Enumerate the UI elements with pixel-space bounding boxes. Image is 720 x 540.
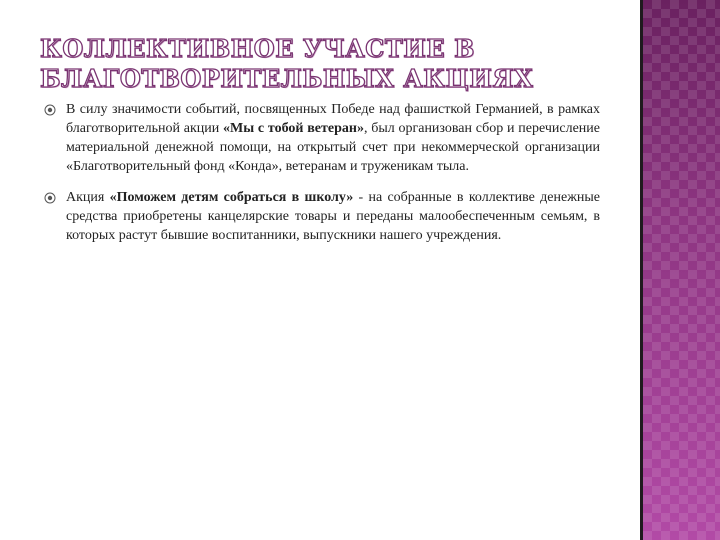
bullet-text [66,100,600,176]
bullet-icon [44,104,56,116]
bullet-item [44,188,600,245]
bullet-text-part: - на собранные в коллективе денежные средства приобретены канцелярские товары и переданы малообеспеченным семьям, в которых растут бывшие воспитанники, выпускники нашего учреждения. [66,190,600,243]
bullet-text-part: , был организован сбор и перечисление материальной денежной помощи, на открытый счет при некоммерческой организации «Благотворительный фонд «Конда», ветеранам и труженикам тыла. [66,121,600,174]
bullet-text [66,188,600,245]
bullet-text-bold: «Поможем детям собраться в школу» [109,190,354,205]
bullet-text-bold: «Мы с тобой ветеран» [223,121,364,136]
bullet-item [44,100,600,176]
bullet-icon [44,192,56,204]
slide-title [40,34,600,94]
slide-title-line2: БЛАГОТВОРИТЕЛЬНЫХ АКЦИЯХ [40,64,534,93]
bullet-list [44,100,600,257]
bullet-text-part: В силу значимости событий, посвященных Победе над фашисткой Германией, в рамках благотворительной акции [66,102,600,136]
bullet-text-part: Акция [66,190,110,205]
slide-title-line1: КОЛЛЕКТИВНОЕ УЧАСТИЕ В [40,34,475,63]
decorative-side-panel [643,0,720,540]
